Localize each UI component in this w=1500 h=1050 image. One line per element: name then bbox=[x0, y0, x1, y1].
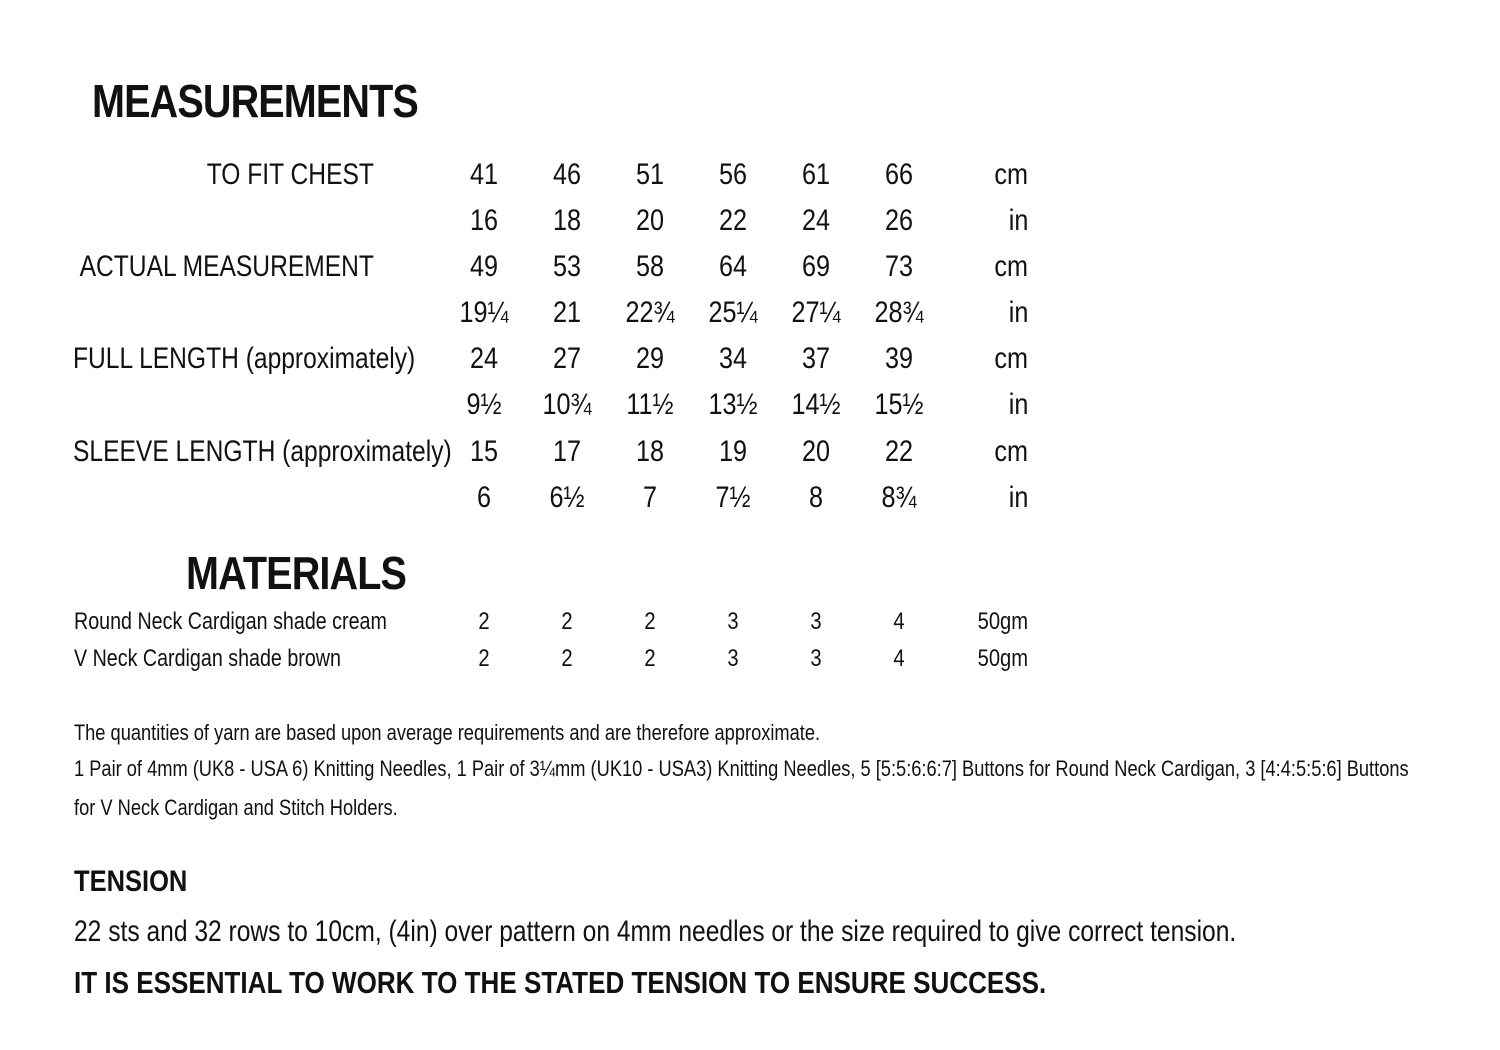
size-value: 7 bbox=[642, 481, 658, 514]
size-value: 41 bbox=[469, 158, 499, 191]
row-label: TO FIT CHEST bbox=[206, 158, 374, 191]
size-value: 26 bbox=[884, 204, 914, 237]
size-value: 2 bbox=[644, 608, 656, 635]
size-value: 9½ bbox=[466, 388, 502, 421]
size-value: 2 bbox=[478, 645, 490, 672]
size-value: 39 bbox=[884, 342, 914, 375]
size-value: 19 bbox=[718, 435, 748, 468]
size-value: 2 bbox=[561, 608, 573, 635]
row-label: FULL LENGTH (approximately) bbox=[73, 342, 416, 375]
size-value: 51 bbox=[635, 158, 665, 191]
size-value: 20 bbox=[801, 435, 831, 468]
size-value: 4 bbox=[893, 608, 905, 635]
size-value: 27¼ bbox=[791, 296, 841, 329]
row-label: SLEEVE LENGTH (approximately) bbox=[73, 435, 452, 468]
unit-label: cm bbox=[994, 342, 1028, 375]
size-value: 22 bbox=[884, 435, 914, 468]
unit-label: 50gm bbox=[977, 608, 1028, 635]
size-value: 18 bbox=[635, 435, 665, 468]
size-value: 3 bbox=[810, 608, 822, 635]
size-value: 3 bbox=[810, 645, 822, 672]
size-value: 13½ bbox=[708, 388, 758, 421]
size-value: 53 bbox=[552, 250, 582, 283]
unit-label: cm bbox=[994, 435, 1028, 468]
size-value: 2 bbox=[561, 645, 573, 672]
unit-label: in bbox=[1008, 204, 1028, 237]
table-row bbox=[0, 608, 1500, 640]
size-value: 17 bbox=[552, 435, 582, 468]
unit-label: 50gm bbox=[977, 645, 1028, 672]
yarn-quantity-note: The quantities of yarn are based upon average requirements and are therefore approximate. bbox=[74, 720, 821, 745]
size-value: 20 bbox=[635, 204, 665, 237]
size-value: 7½ bbox=[715, 481, 751, 514]
size-value: 21 bbox=[552, 296, 582, 329]
size-value: 15½ bbox=[874, 388, 924, 421]
table-row bbox=[0, 204, 1500, 244]
size-value: 24 bbox=[469, 342, 499, 375]
size-value: 4 bbox=[893, 645, 905, 672]
table-row bbox=[0, 296, 1500, 336]
size-value: 66 bbox=[884, 158, 914, 191]
size-value: 61 bbox=[801, 158, 831, 191]
table-row bbox=[0, 342, 1500, 382]
tension-heading: TENSION bbox=[74, 865, 188, 898]
size-value: 29 bbox=[635, 342, 665, 375]
size-value: 34 bbox=[718, 342, 748, 375]
unit-label: in bbox=[1008, 296, 1028, 329]
tension-warning: IT IS ESSENTIAL TO WORK TO THE STATED TENSION TO ENSURE SUCCESS. bbox=[74, 965, 1047, 1000]
size-value: 14½ bbox=[791, 388, 841, 421]
row-label: ACTUAL MEASUREMENT bbox=[79, 250, 374, 283]
size-value: 3 bbox=[727, 608, 739, 635]
needles-buttons-note-continued: for V Neck Cardigan and Stitch Holders. bbox=[74, 795, 398, 820]
size-value: 19¼ bbox=[459, 296, 509, 329]
size-value: 11½ bbox=[626, 388, 674, 421]
table-row bbox=[0, 250, 1500, 290]
table-row bbox=[0, 481, 1500, 521]
size-value: 58 bbox=[635, 250, 665, 283]
unit-label: in bbox=[1008, 388, 1028, 421]
unit-label: in bbox=[1008, 481, 1028, 514]
size-value: 46 bbox=[552, 158, 582, 191]
size-value: 73 bbox=[884, 250, 914, 283]
size-value: 2 bbox=[478, 608, 490, 635]
size-value: 49 bbox=[469, 250, 499, 283]
size-value: 22 bbox=[718, 204, 748, 237]
size-value: 18 bbox=[552, 204, 582, 237]
size-value: 24 bbox=[801, 204, 831, 237]
size-value: 28¾ bbox=[874, 296, 924, 329]
measurements-heading: MEASUREMENTS bbox=[92, 75, 418, 127]
size-value: 8¾ bbox=[881, 481, 917, 514]
size-value: 10¾ bbox=[542, 388, 592, 421]
tension-text: 22 sts and 32 rows to 10cm, (4in) over pattern on 4mm needles or the size required to give correct tension. bbox=[74, 915, 1237, 948]
size-value: 2 bbox=[644, 645, 656, 672]
size-value: 6½ bbox=[549, 481, 585, 514]
size-value: 6 bbox=[476, 481, 492, 514]
table-row bbox=[0, 388, 1500, 428]
size-value: 16 bbox=[469, 204, 499, 237]
size-value: 64 bbox=[718, 250, 748, 283]
materials-heading: MATERIALS bbox=[186, 547, 407, 599]
table-row bbox=[0, 435, 1500, 475]
needles-buttons-note: 1 Pair of 4mm (UK8 - USA 6) Knitting Needles, 1 Pair of 3¼mm (UK10 - USA3) Knitting Needles, 5 [5:5:6:6:7] Buttons for Round Neck Cardigan, 3 [4:4:5:5:6] Buttons bbox=[74, 756, 1409, 781]
row-label: V Neck Cardigan shade brown bbox=[74, 645, 341, 672]
size-value: 37 bbox=[801, 342, 831, 375]
table-row bbox=[0, 645, 1500, 677]
size-value: 8 bbox=[808, 481, 824, 514]
size-value: 25¼ bbox=[708, 296, 758, 329]
unit-label: cm bbox=[994, 250, 1028, 283]
size-value: 22¾ bbox=[625, 296, 675, 329]
unit-label: cm bbox=[994, 158, 1028, 191]
size-value: 3 bbox=[727, 645, 739, 672]
size-value: 27 bbox=[552, 342, 582, 375]
size-value: 56 bbox=[718, 158, 748, 191]
row-label: Round Neck Cardigan shade cream bbox=[74, 608, 387, 635]
table-row bbox=[0, 158, 1500, 198]
size-value: 15 bbox=[469, 435, 499, 468]
size-value: 69 bbox=[801, 250, 831, 283]
